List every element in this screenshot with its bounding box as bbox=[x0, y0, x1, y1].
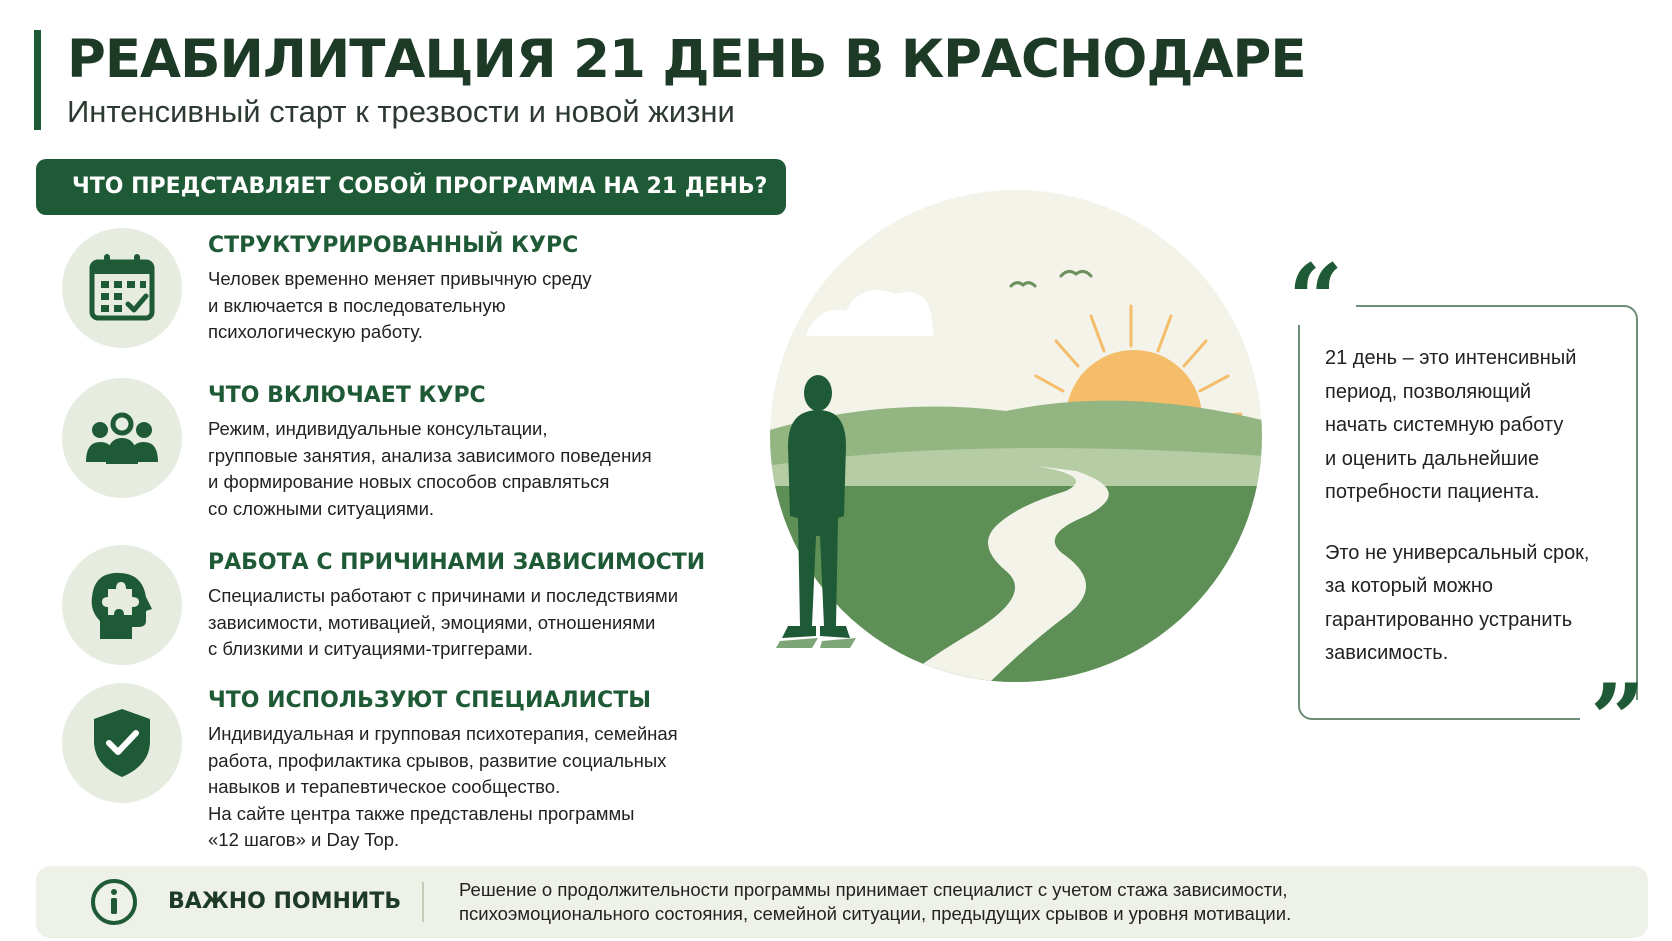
shield-check-icon bbox=[62, 683, 182, 803]
close-quote-icon: ” bbox=[1590, 663, 1646, 776]
landscape-illustration bbox=[766, 186, 1266, 686]
feature-body: Индивидуальная и групповая психотерапия, семейная работа, профилактика срывов, развитие социальных навыков и терапевтическое сообщество. На сайте центра также представлены программы «12 шагов» и Day Top. bbox=[208, 723, 678, 850]
divider bbox=[422, 882, 424, 922]
open-quote-icon: “ bbox=[1288, 243, 1344, 356]
quote-text bbox=[1325, 342, 1630, 671]
feature-body: Специалисты работают с причинами и последствиями зависимости, мотивацией, эмоциями, отношениями с близкими и ситуациями-триггерами. bbox=[208, 585, 679, 659]
important-note-text: Решение о продолжительности программы принимает специалист с учетом стажа зависимости, психоэмоционального состояния, семейной ситуации, предыдущих срывов и уровня мотивации. bbox=[459, 879, 1292, 924]
group-icon bbox=[62, 378, 182, 498]
info-icon bbox=[90, 878, 138, 926]
feature-body: Человек временно меняет привычную среду и включается в последовательную психологическую работу. bbox=[208, 268, 592, 342]
important-note-label: ВАЖНО ПОМНИТЬ bbox=[168, 889, 402, 914]
page-subtitle: Интенсивный старт к трезвости и новой жизни bbox=[67, 94, 735, 129]
calendar-icon bbox=[62, 228, 182, 348]
feature-title: СТРУКТУРИРОВАННЫЙ КУРС bbox=[208, 233, 579, 258]
quote-paragraph: Это не универсальный срок, за который можно гарантированно устранить зависимость. bbox=[1325, 541, 1590, 664]
feature-body: Режим, индивидуальные консультации, групповые занятия, анализа зависимого поведения и формирование новых способов справляться со сложными ситуациями. bbox=[208, 418, 652, 519]
section-banner: ЧТО ПРЕДСТАВЛЯЕТ СОБОЙ ПРОГРАММА НА 21 ДЕНЬ? bbox=[36, 159, 786, 215]
feature-title: ЧТО ИСПОЛЬЗУЮТ СПЕЦИАЛИСТЫ bbox=[208, 688, 652, 713]
head-puzzle-icon bbox=[62, 545, 182, 665]
page-header bbox=[34, 30, 1306, 130]
page-title: РЕАБИЛИТАЦИЯ 21 ДЕНЬ В КРАСНОДАРЕ bbox=[67, 29, 1306, 90]
feature-title: ЧТО ВКЛЮЧАЕТ КУРС bbox=[208, 383, 486, 408]
important-note-bar bbox=[36, 866, 1648, 938]
feature-title: РАБОТА С ПРИЧИНАМИ ЗАВИСИМОСТИ bbox=[208, 550, 706, 575]
quote-paragraph: 21 день – это интенсивный период, позволяющий начать системную работу и оценить дальнейшие потребности пациента. bbox=[1325, 347, 1577, 503]
